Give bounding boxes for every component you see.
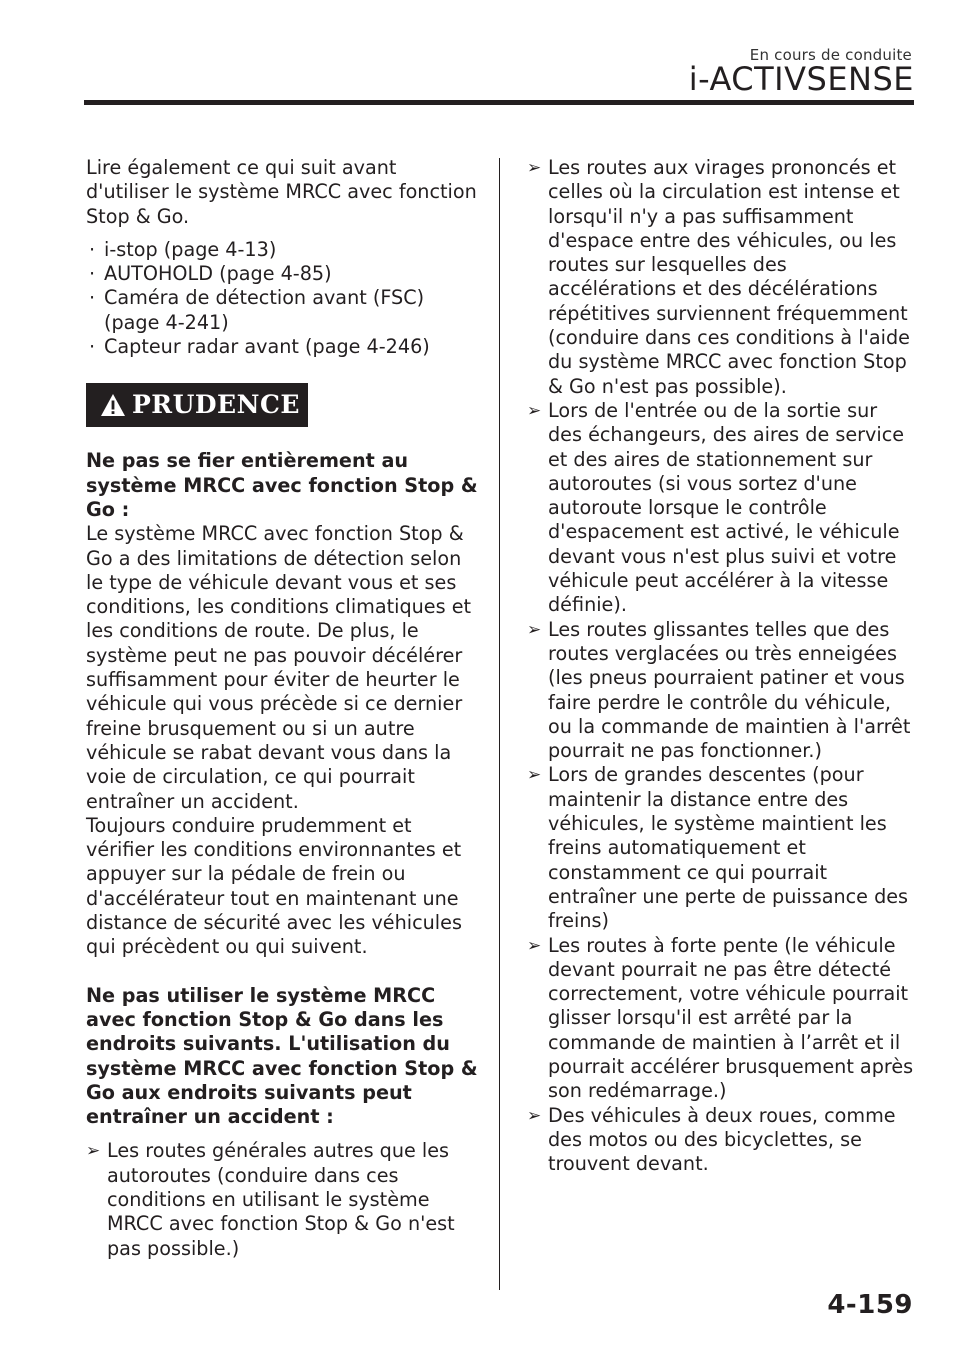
caution-banner	[86, 383, 308, 427]
reference-list	[86, 238, 482, 359]
right-column	[527, 156, 917, 1176]
list-item	[86, 1139, 482, 1260]
list-item	[527, 156, 917, 399]
location-text: Les routes glissantes telles que des routes verglacées ou très enneigées (les pneus pourraient patiner et vous faire perdre le contrôle du véhicule, ou la commande de maintien à l'arrêt pourrait ne pas fonctionner.)	[548, 617, 911, 763]
bullet-dot-icon: ·	[89, 262, 96, 286]
list-item	[86, 335, 482, 359]
paragraph-gap	[86, 960, 482, 984]
bullet-dot-icon: ·	[89, 286, 96, 310]
arrow-bullet-icon: ➢	[527, 1105, 542, 1126]
left-column	[86, 156, 482, 1261]
page-number: 4-159	[827, 1290, 913, 1320]
warning-body: Le système MRCC avec fonction Stop & Go a des limitations de détection selon le type de véhicule devant vous et ses conditions, les conditions climatiques et les conditions de route. De plus, le système peut ne pas pouvoir décélérer suffisamment pour éviter de heurter le véhicule qui vous précède si ce dernier freine brusquement ou si un autre véhicule se rabat devant vous dans la voie de circulation, ce qui pourrait entraîner un accident.	[86, 522, 472, 813]
list-item	[527, 399, 917, 618]
location-text: Les routes aux virages prononcés et celles où la circulation est intense et lorsqu'il n'y a pas suffisamment d'espace entre des véhicules, ou les routes sur lesquelles des accélérations et des décélérations répétitives surviennent fréquemment (conduire dans ces conditions à l'aide du système MRCC avec fonction Stop & Go n'est pas possible).	[548, 156, 910, 398]
location-list	[86, 1139, 482, 1260]
list-item	[527, 618, 917, 764]
warning-body: Toujours conduire prudemment et vérifier les conditions environnantes et appuyer sur la pédale de frein ou d'accélérateur tout en maintenant une distance de sécurité avec les véhicules qui précèdent ou qui suivent.	[86, 813, 462, 959]
list-item	[86, 262, 482, 286]
intro-text: Lire également ce qui suit avant d'utiliser le système MRCC avec fonction Stop & Go.	[86, 156, 477, 228]
warning-heading: Ne pas se fier entièrement au système MRCC avec fonction Stop & Go :	[86, 449, 478, 521]
arrow-bullet-icon: ➢	[527, 619, 542, 640]
list-item	[527, 1104, 917, 1177]
arrow-bullet-icon: ➢	[527, 158, 542, 178]
arrow-bullet-icon: ➢	[527, 765, 542, 786]
list-item	[86, 238, 482, 262]
list-item	[86, 286, 482, 335]
list-item	[527, 763, 917, 933]
header-rule	[84, 100, 914, 105]
reference-text: Capteur radar avant (page 4-246)	[104, 335, 430, 359]
arrow-bullet-icon: ➢	[527, 935, 542, 956]
section-title: i-ACTIVSENSE	[688, 60, 914, 98]
reference-text: i-stop (page 4-13)	[104, 237, 277, 261]
warning-triangle-icon	[100, 393, 126, 417]
arrow-bullet-icon: ➢	[86, 1141, 101, 1162]
bullet-dot-icon: ·	[89, 335, 96, 359]
bullet-dot-icon: ·	[89, 237, 96, 261]
column-divider	[499, 158, 500, 1290]
arrow-bullet-icon: ➢	[527, 400, 542, 421]
location-text: Les routes générales autres que les autoroutes (conduire dans ces conditions en utilisant le système MRCC avec fonction Stop & Go n'est pas possible.)	[107, 1139, 455, 1260]
reference-text: Caméra de détection avant (FSC) (page 4-241)	[104, 286, 425, 334]
list-item	[527, 934, 917, 1104]
reference-text: AUTOHOLD (page 4-85)	[104, 262, 332, 286]
location-text: Lors de grandes descentes (pour maintenir la distance entre des véhicules, le système maintient les freins automatiquement et constamment ce qui pourrait entraîner une perte de puissance des freins)	[548, 763, 909, 933]
warning-heading: Ne pas utiliser le système MRCC avec fonction Stop & Go dans les endroits suivants. L'utilisation du système MRCC avec fonction Stop & Go aux endroits suivants peut entraîner un accident :	[86, 983, 478, 1129]
location-text: Des véhicules à deux roues, comme des motos ou des bicyclettes, se trouvent devant.	[548, 1103, 896, 1176]
section-subtitle: En cours de conduite	[749, 46, 912, 64]
caution-label: PRUDENCE	[132, 390, 300, 420]
location-text: Lors de l'entrée ou de la sortie sur des échangeurs, des aires de service et des aires de stationnement sur autoroutes (si vous sortez d'une autoroute lorsque le contrôle d'espacement est activé, le véhicule devant vous n'est plus suivi et votre véhicule peut accélérer à la vitesse définie).	[548, 398, 905, 617]
location-list	[527, 156, 917, 1176]
location-text: Les routes à forte pente (le véhicule devant pourrait ne pas être détecté correctement, votre véhicule pourrait glisser lorsqu'il est arrêté par la commande de maintien à l’arrêt et il pourrait accélérer brusquement après son redémarrage.)	[548, 933, 914, 1103]
